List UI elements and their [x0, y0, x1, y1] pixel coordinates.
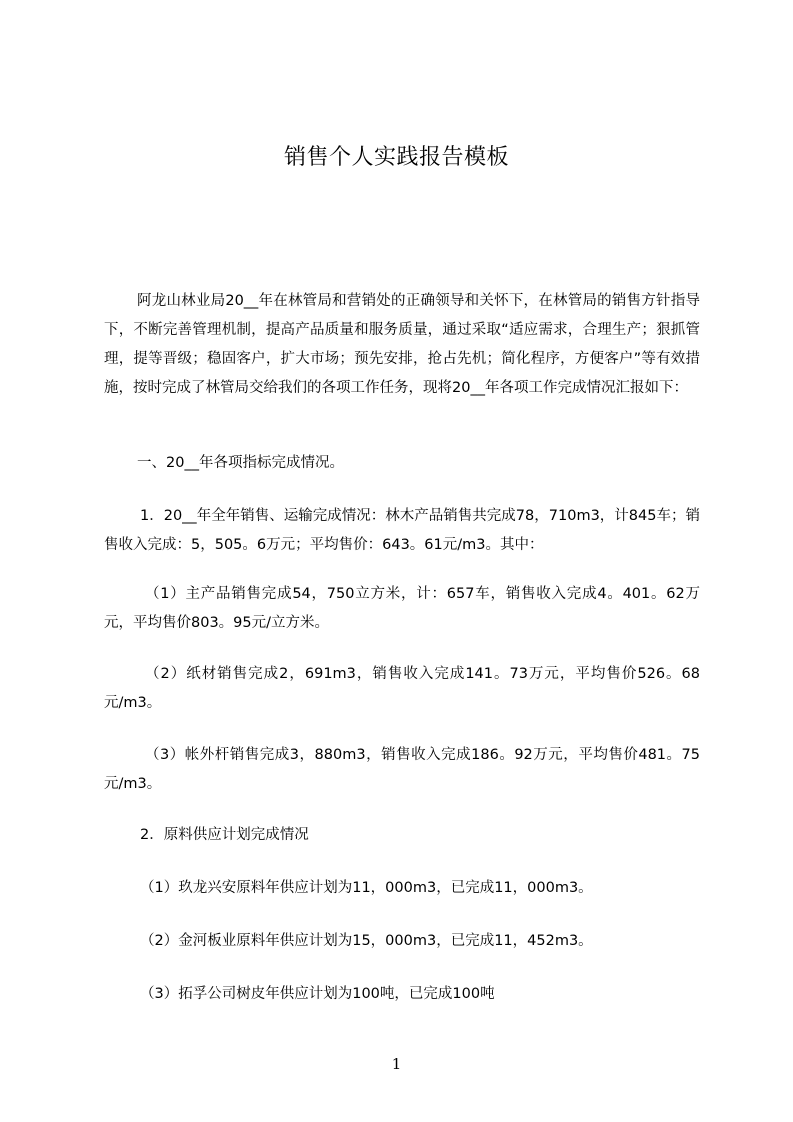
document-title: 销售个人实践报告模板 [283, 145, 509, 170]
paper-material-paragraph: （2）纸材销售完成2，691m3，销售收入完成141。73万元，平均售价526。68元/m3。 [104, 666, 700, 711]
page-number: 1 [391, 1055, 402, 1073]
main-product-paragraph: （1）主产品销售完成54，750立方米，计：657车，销售收入完成4。401。62万元，平均售价803。95元/立方米。 [104, 586, 700, 631]
section-heading-2: 2．原料供应计划完成情况 [140, 827, 309, 843]
supply-item-3: （3）拓孚公司树皮年供应计划为100吨，已完成100吨 [140, 986, 495, 1002]
sales-summary-paragraph: 1．20__年全年销售、运输完成情况：林木产品销售共完成78，710m3，计845车；销售收入完成：5，505。6万元；平均售价：643。61元/m3。其中： [104, 508, 700, 553]
intro-paragraph: 阿龙山林业局20__年在林管局和营销处的正确领导和关怀下，在林管局的销售方针指导下，不断完善管理机制，提高产品质量和服务质量，通过采取“适应需求，合理生产；狠抓管理，提等晋级；稳固客户，扩大市场；预先安排，抢占先机；简化程序，方便客户”等有效措施，按时完成了林管局交给我们的各项工作任务，现将20__年各项工作完成情况汇报如下： [104, 293, 700, 396]
extra-pole-paragraph: （3）帐外杆销售完成3，880m3，销售收入完成186。92万元，平均售价481。75元/m3。 [104, 747, 700, 792]
supply-item-1: （1）玖龙兴安原料年供应计划为11，000m3，已完成11，000m3。 [140, 880, 593, 896]
section-heading-1: 一、20__年各项指标完成情况。 [137, 455, 344, 471]
supply-item-2: （2）金河板业原料年供应计划为15，000m3，已完成11，452m3。 [140, 933, 593, 949]
